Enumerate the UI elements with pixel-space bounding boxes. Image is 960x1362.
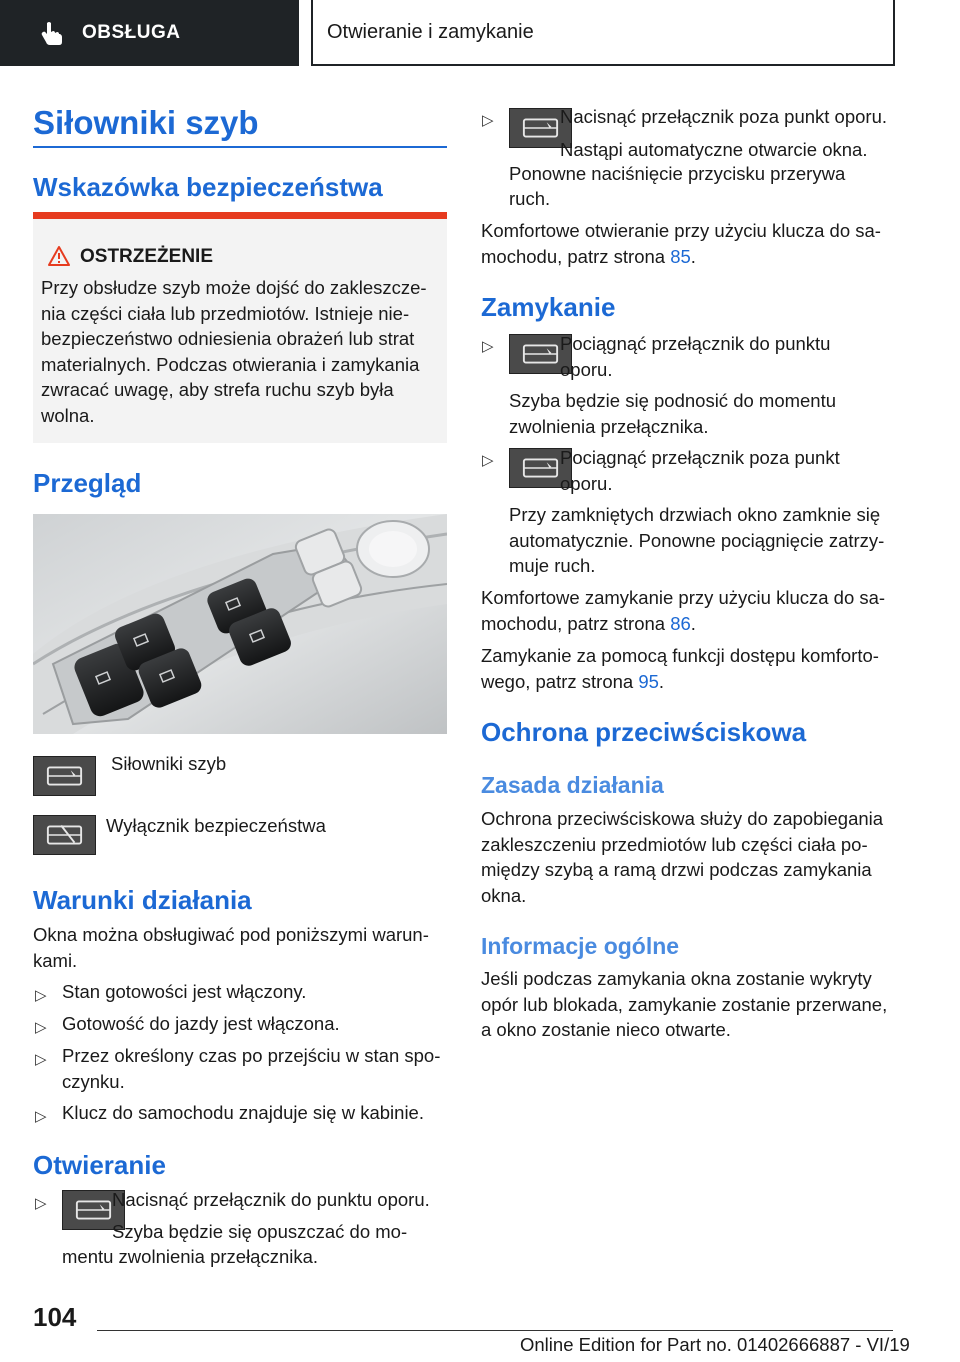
warning-box <box>33 212 447 443</box>
text-line: czynku. <box>62 1070 125 1092</box>
text-line: między szybą a ramą drzwi podczas zamykania <box>481 859 872 880</box>
bullet-triangle-icon: ▷ <box>35 1019 47 1036</box>
opening-heading: Otwieranie <box>33 1150 166 1180</box>
text-part: mochodu, patrz strona <box>481 612 671 634</box>
step-result: mentu zwolnienia przełącznika. <box>62 1246 319 1267</box>
text-line: Okna można obsługiwać pod poniższymi warun- <box>33 924 429 945</box>
access-close-text <box>481 643 897 694</box>
footer-edition: Online Edition for Part no. 01402666887 - VI/19 <box>520 1334 910 1355</box>
footer-divider <box>97 1330 893 1331</box>
step-result <box>509 388 836 439</box>
safety-heading: Wskazówka bezpieczeństwa <box>33 172 383 202</box>
text-line: mochodu, patrz strona 86. <box>481 612 696 634</box>
bullet-triangle-icon: ▷ <box>35 1051 47 1068</box>
text-line: okna. <box>481 884 527 906</box>
warning-line: nia części ciała lub przedmiotów. Istnieje nie- <box>41 302 410 324</box>
text-line: zwolnienia przełącznika. <box>509 415 709 437</box>
hand-pointer-icon <box>38 20 64 46</box>
warning-triangle-icon <box>47 245 71 267</box>
principle-heading: Zasada działania <box>481 772 664 798</box>
step-text <box>560 445 840 496</box>
step-result: Nastąpi automatyczne otwarcie okna. <box>560 139 868 160</box>
bullet-triangle-icon: ▷ <box>482 112 494 129</box>
text-line: Komfortowe otwieranie przy użyciu klucza do sa- <box>481 220 881 241</box>
window-switches-photo <box>33 514 447 734</box>
chapter-label: Otwieranie i zamykanie <box>327 20 534 43</box>
general-heading: Informacje ogólne <box>481 933 680 959</box>
safety-switch-icon <box>33 815 96 855</box>
step-result: ruch. <box>509 188 551 209</box>
text-line: Komfortowe zamykanie przy użyciu klucza do sa- <box>481 587 886 608</box>
warning-line: zwracać uwagę, aby strefa ruchu szyb była <box>41 379 394 400</box>
page-number: 104 <box>33 1302 77 1332</box>
section-label: OBSŁUGA <box>82 22 181 43</box>
bullet-triangle-icon: ▷ <box>35 1195 47 1212</box>
text-line: muje ruch. <box>509 555 596 576</box>
text-line: wego, patrz strona 95. <box>481 670 665 692</box>
text-line: oporu. <box>560 472 613 494</box>
conditions-intro <box>33 922 447 973</box>
page-link[interactable]: 85 <box>670 245 691 267</box>
text-line: Szyba będzie się podnosić do momentu <box>509 390 837 411</box>
text-line: automatycznie. Ponowne pociągnięcie zatrzy- <box>509 529 885 551</box>
text-line: oporu. <box>560 358 613 380</box>
text-line: Przy zamkniętych drzwiach okno zamknie się <box>509 504 881 525</box>
legend-label: Siłowniki szyb <box>111 753 227 774</box>
warning-line: bezpieczeństwo odniesienia obrażeń lub strat <box>41 328 415 349</box>
condition-item: Klucz do samochodu znajduje się w kabinie. <box>62 1102 424 1123</box>
text-line: Przez określony czas po przejściu w stan spo- <box>62 1045 441 1066</box>
pinch-heading: Ochrona przeciwściskowa <box>481 717 807 747</box>
section-tab[interactable] <box>0 0 299 66</box>
text-line: mochodu, patrz strona 85. <box>481 245 696 267</box>
warning-line: wolna. <box>41 404 95 426</box>
warning-title: OSTRZEŻENIE <box>80 246 214 267</box>
overview-heading: Przegląd <box>33 468 142 498</box>
step-text: Nacisnąć przełącznik do punktu oporu. <box>112 1189 430 1210</box>
text-line: opór lub blokada, zamykanie zostanie przerwane, <box>481 993 888 1015</box>
step-text: Nacisnąć przełącznik poza punkt oporu. <box>560 106 888 127</box>
text-line: kami. <box>33 949 78 971</box>
bullet-triangle-icon: ▷ <box>35 1108 47 1125</box>
page-link[interactable]: 95 <box>638 670 659 692</box>
comfort-close-text <box>481 585 897 636</box>
warning-text <box>41 275 441 428</box>
step-text <box>560 331 830 382</box>
page-title: Siłowniki szyb <box>33 104 259 141</box>
step-result: Ponowne naciśnięcie przycisku przerywa <box>509 163 846 184</box>
bullet-triangle-icon: ▷ <box>482 452 494 469</box>
conditions-heading: Warunki działania <box>33 885 252 915</box>
text-line: a okno zostanie nieco otwarte. <box>481 1019 731 1040</box>
general-text <box>481 966 897 1043</box>
text-line: Zamykanie za pomocą funkcji dostępu komforto- <box>481 645 879 666</box>
closing-heading: Zamykanie <box>481 292 616 322</box>
text-part: mochodu, patrz strona <box>481 245 671 267</box>
text-line: Ochrona przeciwściskowa służy do zapobiegania <box>481 808 884 829</box>
condition-item <box>62 1043 448 1094</box>
bullet-triangle-icon: ▷ <box>482 338 494 355</box>
page-link[interactable]: 86 <box>670 612 691 634</box>
condition-item: Gotowość do jazdy jest włączona. <box>62 1013 340 1034</box>
window-switch-icon <box>33 756 96 796</box>
text-part: wego, patrz strona <box>481 670 639 692</box>
bullet-triangle-icon: ▷ <box>35 987 47 1004</box>
title-underline <box>33 146 447 148</box>
legend-label: Wyłącznik bezpieczeństwa <box>106 815 326 836</box>
text-line: Jeśli podczas zamykania okna zostanie wykryty <box>481 968 872 989</box>
warning-line: Przy obsłudze szyb może dojść do zakleszcze- <box>41 277 427 298</box>
step-result: Szyba będzie się opuszczać do mo- <box>112 1221 408 1242</box>
step-result <box>509 502 884 579</box>
text-line: Pociągnąć przełącznik do punktu <box>560 333 831 354</box>
warning-line: materialnych. Podczas otwierania i zamykania <box>41 353 420 375</box>
condition-item: Stan gotowości jest włączony. <box>62 981 307 1002</box>
principle-text <box>481 806 897 908</box>
chapter-title <box>311 0 895 66</box>
comfort-open-text <box>481 218 897 269</box>
text-line: Pociągnąć przełącznik poza punkt <box>560 447 840 468</box>
text-line: zakleszczeniu przedmiotów lub części ciała po- <box>481 833 868 855</box>
